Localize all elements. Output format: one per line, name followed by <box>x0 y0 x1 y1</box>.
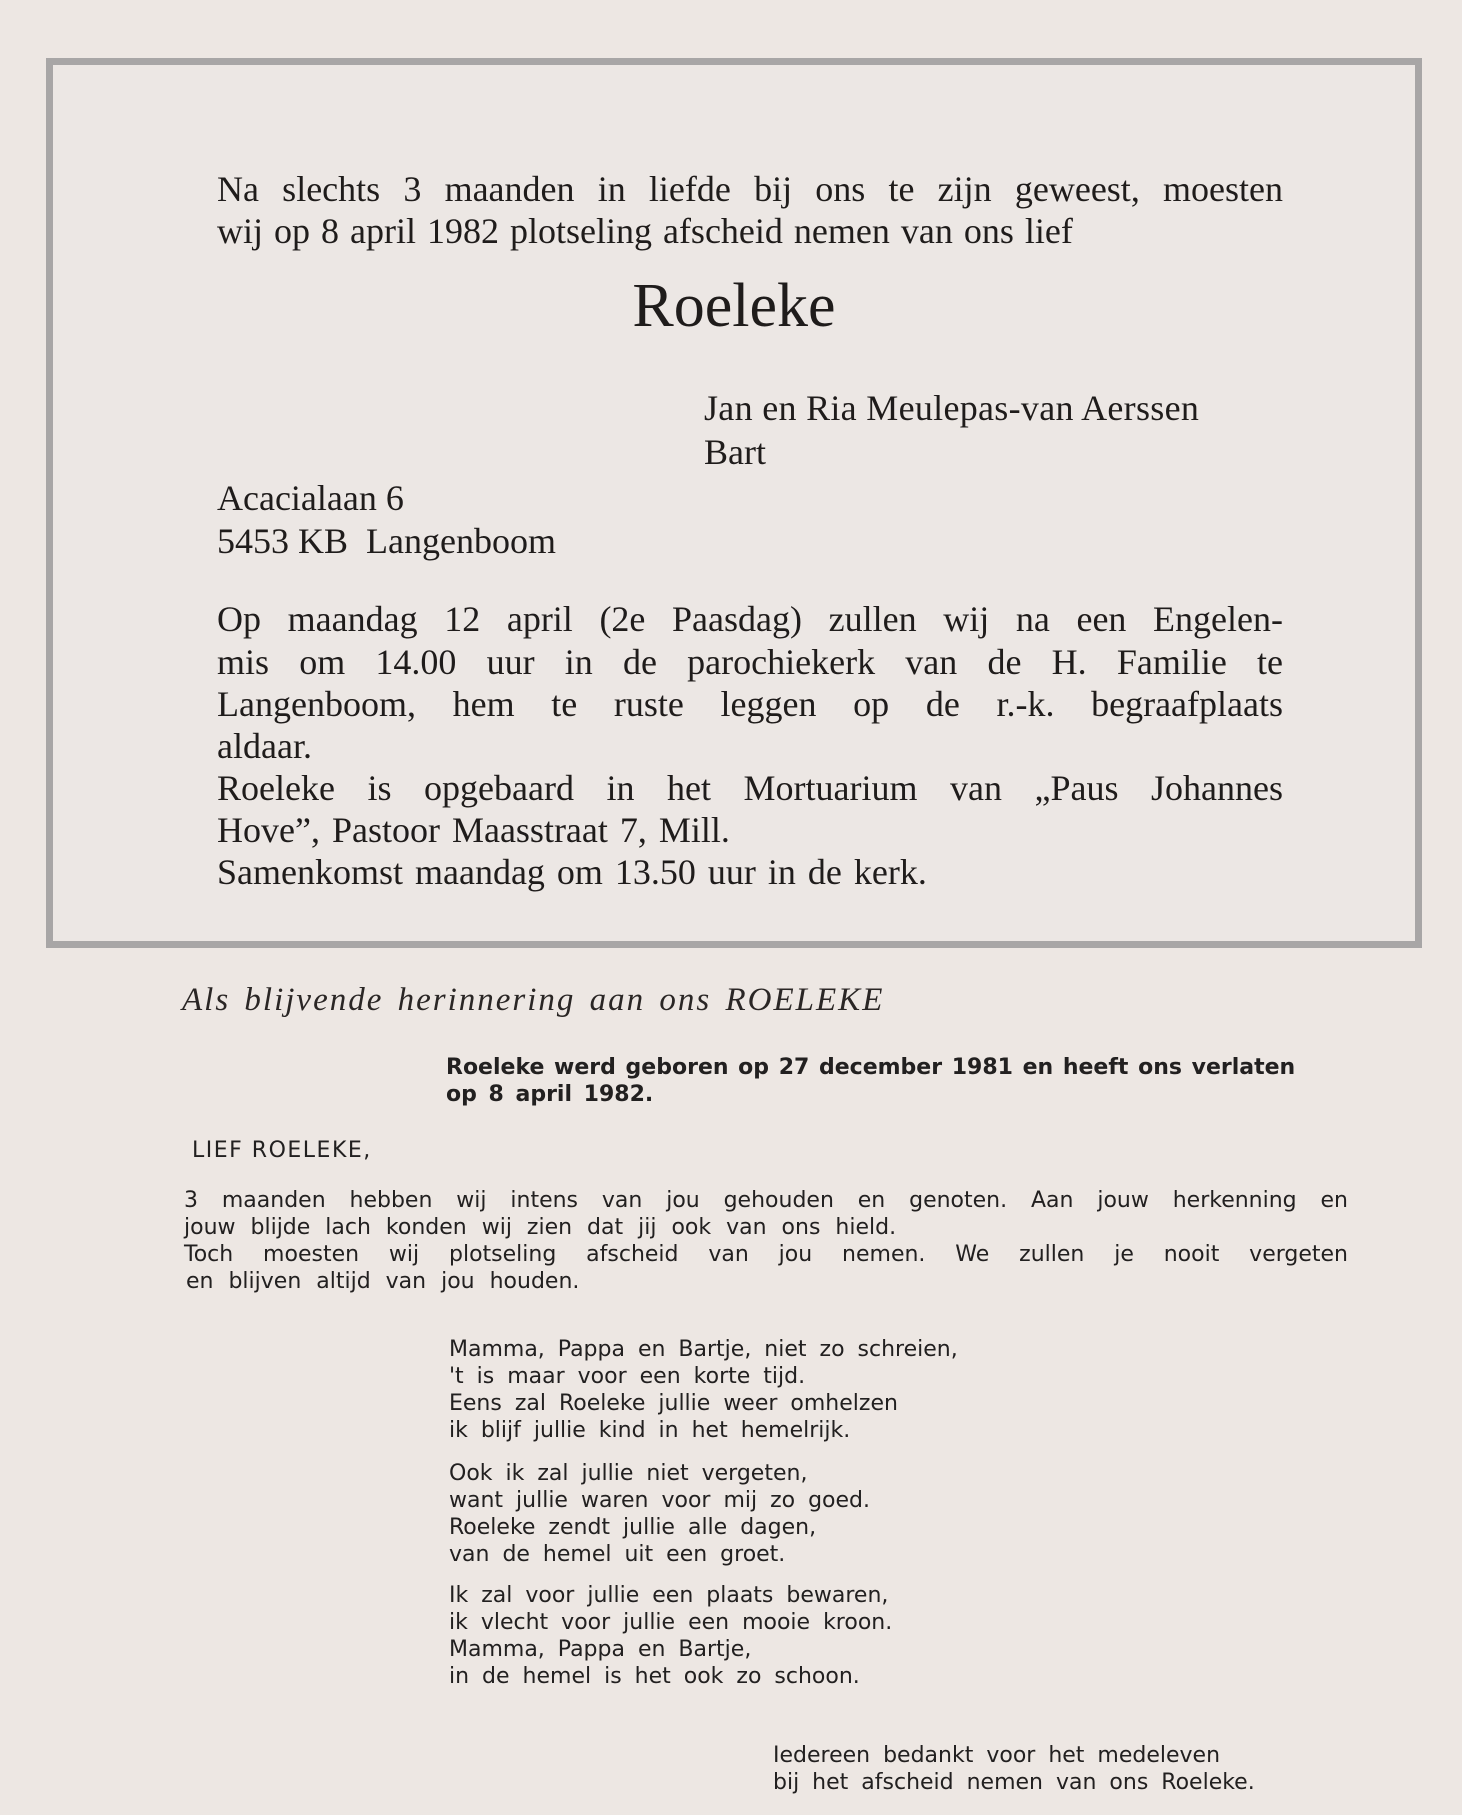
thanks-line-1: Iedereen bedankt voor het medeleven <box>773 1743 1221 1768</box>
laid-out-line-1: Roeleke is opgebaard in het Mortuarium van „Paus Johannes <box>217 768 1283 808</box>
letter-line-3: Toch moesten wij plotseling afscheid van jou nemen. We zullen je nooit vergeten <box>184 1242 1348 1267</box>
poem-stanza-1 <box>449 1336 958 1444</box>
service-line-3: Langenboom, hem te ruste leggen op de r.-k. begraafplaats <box>217 684 1283 724</box>
laid-out-line-2: Hove”, Pastoor Maasstraat 7, Mill. <box>217 810 730 850</box>
poem-line: ik vlecht voor jullie een mooie kroon. <box>449 1610 893 1635</box>
letter-line-4: en blijven altijd van jou houden. <box>186 1269 580 1294</box>
thanks-line-2: bij het afscheid nemen van ons Roeleke. <box>773 1770 1255 1795</box>
memorial-heading: Als blijvende herinnering aan ons ROELEKE <box>182 982 885 1018</box>
poem-line: Ook ik zal jullie niet vergeten, <box>449 1461 808 1486</box>
letter-line-2: jouw blijde lach konden wij zien dat jij ook van ons hield. <box>184 1215 897 1240</box>
poem-line: Ik zal voor jullie een plaats bewaren, <box>449 1583 889 1608</box>
intro-line-1: Na slechts 3 maanden in liefde bij ons te zijn geweest, moesten <box>217 169 1283 209</box>
service-line-2: mis om 14.00 uur in de parochiekerk van de H. Familie te <box>217 642 1283 682</box>
gathering-line: Samenkomst maandag om 13.50 uur in de kerk. <box>217 852 927 892</box>
service-line-4: aldaar. <box>217 726 312 766</box>
poem-line: Mamma, Pappa en Bartje, niet zo schreien, <box>449 1337 958 1362</box>
thanks-note <box>773 1742 1255 1796</box>
poem-line: 't is maar voor een korte tijd. <box>449 1364 806 1389</box>
salutation: LIEF ROELEKE, <box>192 1138 372 1163</box>
parents-names: Jan en Ria Meulepas-van Aerssen <box>704 388 1200 428</box>
poem-stanza-2 <box>449 1460 870 1568</box>
poem-line: Eens zal Roeleke jullie weer omhelzen <box>449 1391 898 1416</box>
address-city: 5453 KB Langenboom <box>217 521 556 561</box>
poem-line: in de hemel is het ook zo schoon. <box>449 1664 860 1689</box>
intro-line-2: wij op 8 april 1982 plotseling afscheid nemen van ons lief <box>217 211 1073 251</box>
deceased-name: Roeleke <box>632 272 836 340</box>
sibling-name: Bart <box>704 432 766 472</box>
letter-line-1: 3 maanden hebben wij intens van jou gehouden en genoten. Aan jouw herkenning en <box>184 1188 1348 1213</box>
poem-line: ik blijf jullie kind in het hemelrijk. <box>449 1418 851 1443</box>
birth-line-2: op 8 april 1982. <box>446 1082 654 1107</box>
poem-line: van de hemel uit een groet. <box>449 1542 786 1567</box>
poem-line: Roeleke zendt jullie alle dagen, <box>449 1515 817 1540</box>
poem-line: Mamma, Pappa en Bartje, <box>449 1637 752 1662</box>
birth-line-1: Roeleke werd geboren op 27 december 1981 en heeft ons verlaten <box>446 1055 1296 1080</box>
address-street: Acacialaan 6 <box>217 478 404 518</box>
poem-line: want jullie waren voor mij zo goed. <box>449 1488 871 1513</box>
service-line-1: Op maandag 12 april (2e Paasdag) zullen wij na een Engelen- <box>217 599 1283 639</box>
announcement-card <box>46 58 1422 948</box>
poem-stanza-3 <box>449 1582 892 1690</box>
